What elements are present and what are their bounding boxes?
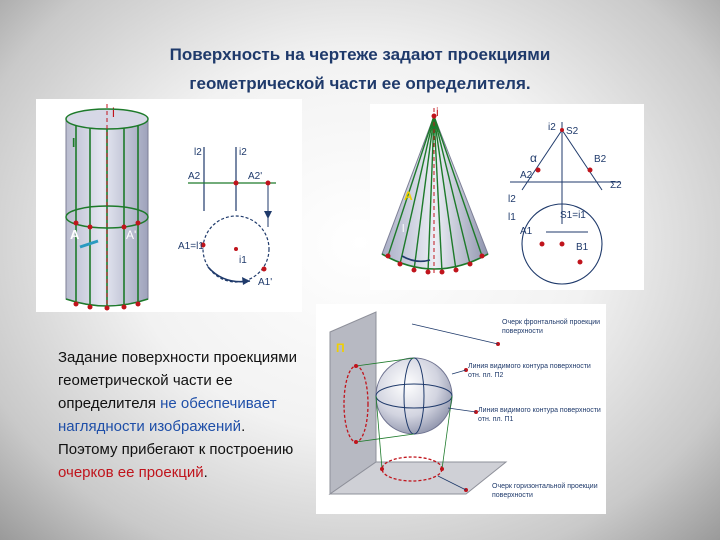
- label-l2: l2: [508, 194, 516, 205]
- label-a1: A1: [520, 226, 533, 237]
- point-i1: [234, 247, 238, 251]
- note-frontal-outline: Очерк фронтальной проекции поверхности: [502, 319, 601, 335]
- label-l1: l1: [508, 212, 516, 223]
- arrow-head-icon: [242, 277, 250, 285]
- label-i2: i2: [548, 122, 556, 133]
- slide-title-line2: геометрической части ее определителя.: [189, 74, 531, 93]
- paragraph-text-2: . Поэтому прибегают к построению: [58, 418, 294, 458]
- note-horizontal-outline: Очерк горизонтальной проекции поверхности: [492, 483, 598, 499]
- label-i: i: [436, 105, 439, 119]
- label-a2: A2: [520, 170, 533, 181]
- label-a: A: [404, 189, 413, 203]
- label-b1: B1: [576, 242, 589, 253]
- label-l: l: [72, 136, 76, 150]
- label-sigma2: Σ2: [610, 180, 622, 191]
- label-s2: S2: [566, 126, 579, 137]
- point-a1-prime: [262, 267, 267, 272]
- cone-projection-left: [522, 130, 562, 190]
- note-visible-contour-p2: Линия видимого контура поверхности отн. пл. П2: [468, 363, 591, 379]
- label-i2: i2: [239, 147, 247, 158]
- note-visible-contour-p1: Линия видимого контура поверхности отн. пл. П1: [478, 407, 601, 423]
- label-alpha: α: [530, 151, 537, 165]
- paragraph-text-3: .: [203, 464, 208, 481]
- slide-title-line1: Поверхность на чертеже задают проекциями: [169, 45, 551, 64]
- label-a2-prime: A2': [248, 171, 263, 182]
- label-i: i: [112, 105, 115, 120]
- label-a-prime: A': [126, 228, 137, 242]
- paragraph-highlight-blue: не обеспечивает наглядности изображений: [58, 395, 277, 435]
- sphere-figure: [316, 304, 606, 514]
- label-a1-prime: A1': [258, 277, 273, 288]
- cylinder-figure: [36, 99, 302, 312]
- sphere-body: [376, 358, 452, 434]
- label-l2: l2: [194, 147, 202, 158]
- point-a2-prime: [266, 181, 271, 186]
- down-arrow-icon: [264, 211, 272, 219]
- point-a2: [234, 181, 239, 186]
- label-a1-l1: A1=l1: [178, 241, 204, 252]
- slide-title: [60, 40, 660, 98]
- leader-visible-p2: [452, 370, 466, 374]
- label-a: A: [70, 227, 80, 242]
- paragraph-text-1: Задание поверхности проекциями геометрической части ее определителя: [58, 349, 297, 412]
- cone-drawing: [370, 104, 644, 290]
- cone-figure: [370, 104, 644, 290]
- leader-visible-p1: [448, 408, 476, 412]
- explanation-paragraph: [58, 346, 303, 484]
- paragraph-highlight-red: очерков ее проекций: [58, 464, 204, 481]
- cylinder-drawing: [36, 99, 302, 312]
- leader-frontal: [412, 324, 498, 344]
- label-s1-i1: S1=i1: [560, 210, 586, 221]
- label-i1: i1: [239, 255, 247, 266]
- label-pi: П: [336, 341, 345, 355]
- label-a2: A2: [188, 171, 201, 182]
- label-b2: B2: [594, 154, 607, 165]
- label-l: l: [402, 223, 405, 235]
